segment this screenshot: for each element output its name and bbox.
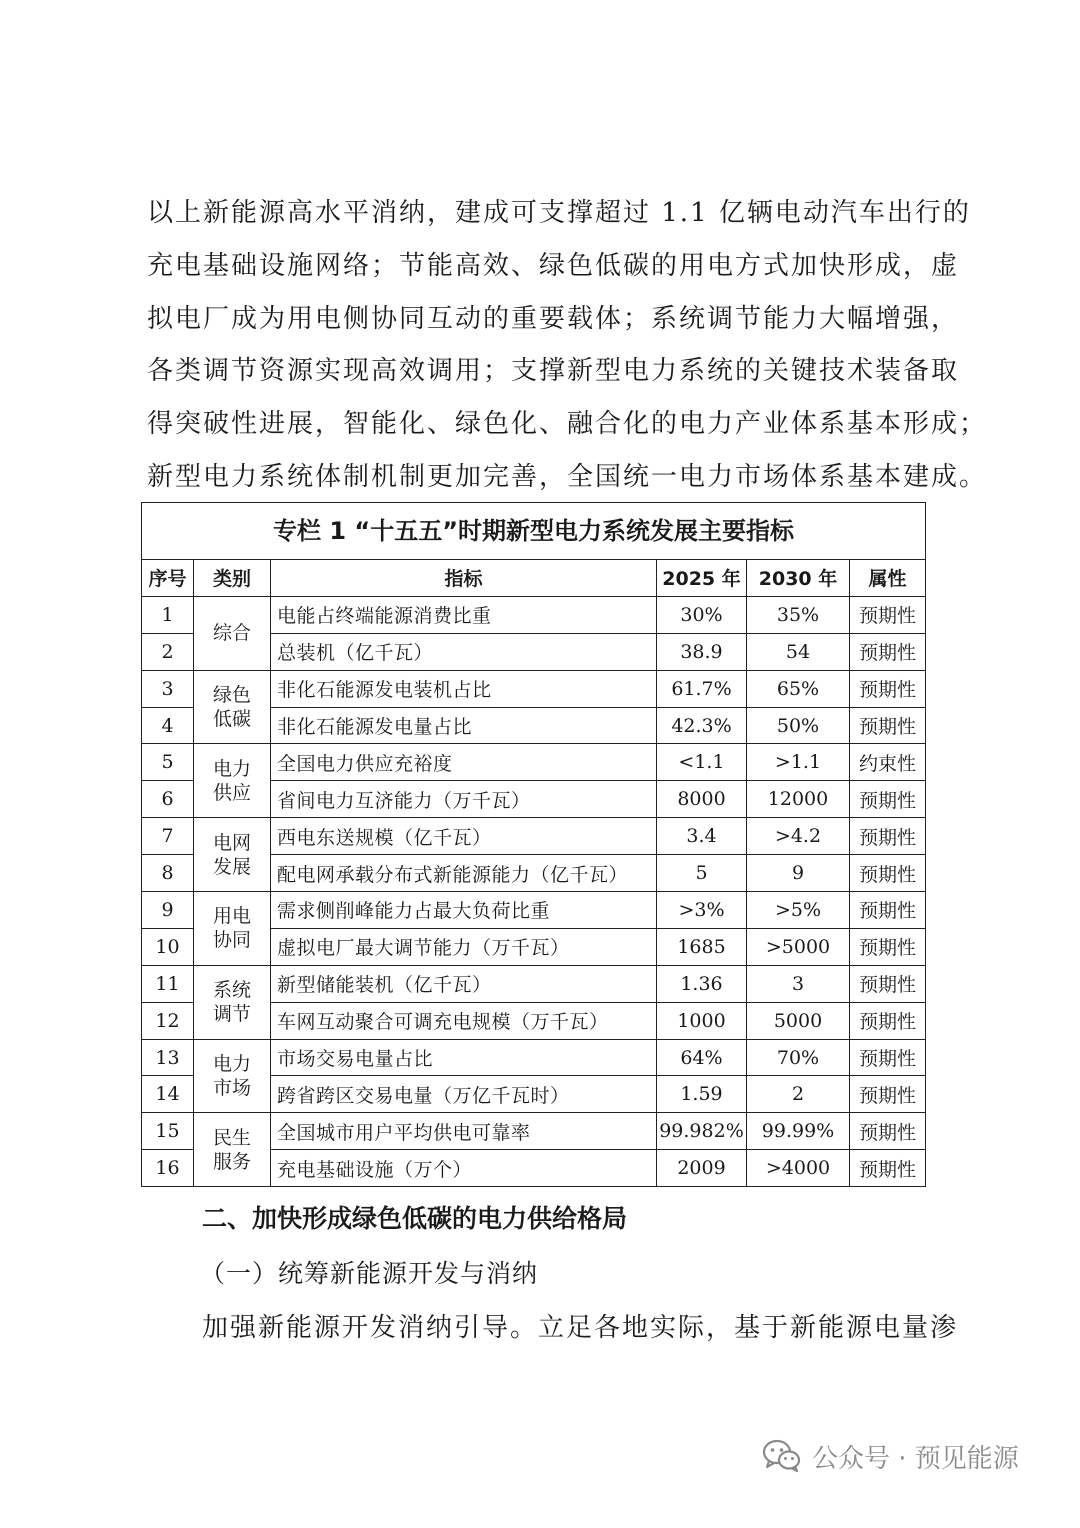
cell-category bbox=[194, 670, 271, 744]
category-label: 电力 bbox=[212, 1052, 251, 1075]
cell-indicator: 总装机（亿千瓦） bbox=[271, 633, 657, 670]
cell-2030: 54 bbox=[747, 633, 850, 670]
watermark-text: 公众号 · 预见能源 bbox=[812, 1443, 1019, 1474]
table-row bbox=[142, 670, 926, 707]
header-category: 类别 bbox=[194, 560, 271, 597]
cell-2030: 70% bbox=[747, 1039, 850, 1076]
cell-category bbox=[194, 596, 271, 670]
cell-seq: 6 bbox=[142, 781, 194, 818]
section-heading: 二、加快形成绿色低碳的电力供给格局 bbox=[202, 1204, 628, 1233]
table-row bbox=[142, 744, 926, 781]
category-label: 供应 bbox=[212, 781, 251, 804]
table-row bbox=[142, 965, 926, 1002]
cell-category bbox=[194, 744, 271, 818]
cell-seq: 13 bbox=[142, 1039, 194, 1076]
cell-2025: 5 bbox=[657, 855, 747, 892]
paragraph-line: 拟电厂成为用电侧协同互动的重要载体；系统调节能力大幅增强， bbox=[147, 303, 960, 334]
paragraph-line: 得突破性进展，智能化、绿色化、融合化的电力产业体系基本形成； bbox=[147, 409, 988, 440]
cell-seq: 12 bbox=[142, 1002, 194, 1039]
cell-seq: 9 bbox=[142, 892, 194, 929]
cell-indicator: 电能占终端能源消费比重 bbox=[271, 596, 657, 633]
category-label: 协同 bbox=[212, 929, 251, 952]
indicator-table bbox=[141, 502, 926, 1187]
table-row bbox=[142, 818, 926, 855]
cell-2025: 2009 bbox=[657, 1150, 747, 1187]
table-body bbox=[142, 596, 926, 1186]
cell-attribute: 预期性 bbox=[850, 596, 926, 633]
cell-indicator: 充电基础设施（万个） bbox=[271, 1150, 657, 1187]
cell-attribute: 预期性 bbox=[850, 818, 926, 855]
cell-2030: >4000 bbox=[747, 1150, 850, 1187]
cell-2025: 99.982% bbox=[657, 1113, 747, 1150]
cell-2025: 1685 bbox=[657, 928, 747, 965]
cell-2025: 1000 bbox=[657, 1002, 747, 1039]
cell-seq: 16 bbox=[142, 1150, 194, 1187]
cell-attribute: 预期性 bbox=[850, 707, 926, 744]
cell-2030: 50% bbox=[747, 707, 850, 744]
category-label: 用电 bbox=[212, 905, 251, 928]
cell-category bbox=[194, 1039, 271, 1113]
cell-2025: 64% bbox=[657, 1039, 747, 1076]
cell-seq: 2 bbox=[142, 633, 194, 670]
cell-2030: 5000 bbox=[747, 1002, 850, 1039]
cell-2030: 12000 bbox=[747, 781, 850, 818]
cell-indicator: 省间电力互济能力（万千瓦） bbox=[271, 781, 657, 818]
cell-seq: 11 bbox=[142, 965, 194, 1002]
header-seq: 序号 bbox=[142, 560, 194, 597]
cell-attribute: 预期性 bbox=[850, 670, 926, 707]
cell-indicator: 配电网承载分布式新能源能力（亿千瓦） bbox=[271, 855, 657, 892]
category-label: 综合 bbox=[212, 622, 251, 645]
cell-2030: >1.1 bbox=[747, 744, 850, 781]
cell-2030: >4.2 bbox=[747, 818, 850, 855]
cell-indicator: 西电东送规模（亿千瓦） bbox=[271, 818, 657, 855]
category-label: 市场 bbox=[212, 1076, 251, 1099]
cell-category bbox=[194, 818, 271, 892]
header-attribute: 属性 bbox=[850, 560, 926, 597]
cell-indicator: 车网互动聚合可调充电规模（万千瓦） bbox=[271, 1002, 657, 1039]
cell-2025: 30% bbox=[657, 596, 747, 633]
cell-2025: <1.1 bbox=[657, 744, 747, 781]
category-label: 发展 bbox=[212, 855, 251, 878]
cell-indicator: 新型储能装机（亿千瓦） bbox=[271, 965, 657, 1002]
cell-2025: 1.59 bbox=[657, 1076, 747, 1113]
cell-seq: 14 bbox=[142, 1076, 194, 1113]
cell-attribute: 预期性 bbox=[850, 1150, 926, 1187]
cell-seq: 3 bbox=[142, 670, 194, 707]
subsection-heading: （一）统筹新能源开发与消纳 bbox=[200, 1259, 539, 1288]
table-row bbox=[142, 1113, 926, 1150]
category-label: 低碳 bbox=[212, 708, 251, 731]
cell-seq: 5 bbox=[142, 744, 194, 781]
header-2025: 2025 年 bbox=[657, 560, 747, 597]
category-label: 电力 bbox=[212, 757, 251, 780]
cell-attribute: 预期性 bbox=[850, 1002, 926, 1039]
table-row bbox=[142, 1039, 926, 1076]
table-row bbox=[142, 892, 926, 929]
paragraph-line: 新型电力系统体制机制更加完善，全国统一电力市场体系基本建成。 bbox=[147, 461, 988, 492]
cell-2030: 99.99% bbox=[747, 1113, 850, 1150]
category-label: 服务 bbox=[212, 1150, 251, 1173]
cell-indicator: 市场交易电量占比 bbox=[271, 1039, 657, 1076]
cell-2025: 8000 bbox=[657, 781, 747, 818]
table-title: 专栏 1 “十五五”时期新型电力系统发展主要指标 bbox=[141, 502, 926, 559]
cell-category bbox=[194, 965, 271, 1039]
watermark bbox=[762, 1434, 1019, 1478]
header-indicator: 指标 bbox=[271, 560, 657, 597]
wechat-icon bbox=[762, 1439, 802, 1473]
cell-2025: 38.9 bbox=[657, 633, 747, 670]
paragraph-line: 各类调节资源实现高效调用；支撑新型电力系统的关键技术装备取 bbox=[147, 356, 960, 387]
cell-attribute: 预期性 bbox=[850, 1113, 926, 1150]
cell-category bbox=[194, 892, 271, 966]
table-header-row bbox=[142, 560, 926, 597]
category-label: 民生 bbox=[212, 1126, 251, 1149]
cell-seq: 1 bbox=[142, 596, 194, 633]
cell-2030: 65% bbox=[747, 670, 850, 707]
cell-attribute: 预期性 bbox=[850, 928, 926, 965]
cell-indicator: 跨省跨区交易电量（万亿千瓦时） bbox=[271, 1076, 657, 1113]
cell-2025: >3% bbox=[657, 892, 747, 929]
cell-2030: 2 bbox=[747, 1076, 850, 1113]
cell-attribute: 预期性 bbox=[850, 1039, 926, 1076]
category-label: 调节 bbox=[212, 1003, 251, 1026]
paragraph-line: 以上新能源高水平消纳，建成可支撑超过 1.1 亿辆电动汽车出行的 bbox=[147, 198, 971, 228]
cell-indicator: 非化石能源发电量占比 bbox=[271, 707, 657, 744]
header-2030: 2030 年 bbox=[747, 560, 850, 597]
cell-indicator: 非化石能源发电装机占比 bbox=[271, 670, 657, 707]
cell-seq: 15 bbox=[142, 1113, 194, 1150]
category-label: 绿色 bbox=[212, 684, 251, 707]
cell-2030: 9 bbox=[747, 855, 850, 892]
cell-indicator: 需求侧削峰能力占最大负荷比重 bbox=[271, 892, 657, 929]
cell-attribute: 约束性 bbox=[850, 744, 926, 781]
cell-2025: 1.36 bbox=[657, 965, 747, 1002]
cell-2030: 3 bbox=[747, 965, 850, 1002]
cell-2025: 3.4 bbox=[657, 818, 747, 855]
cell-attribute: 预期性 bbox=[850, 855, 926, 892]
cell-attribute: 预期性 bbox=[850, 892, 926, 929]
cell-2025: 42.3% bbox=[657, 707, 747, 744]
cell-seq: 7 bbox=[142, 818, 194, 855]
cell-2030: >5% bbox=[747, 892, 850, 929]
cell-indicator: 虚拟电厂最大调节能力（万千瓦） bbox=[271, 928, 657, 965]
cell-2025: 61.7% bbox=[657, 670, 747, 707]
cell-seq: 8 bbox=[142, 855, 194, 892]
cell-2030: >5000 bbox=[747, 928, 850, 965]
cell-category bbox=[194, 1113, 271, 1187]
paragraph-line: 充电基础设施网络；节能高效、绿色低碳的用电方式加快形成，虚 bbox=[147, 250, 960, 281]
cell-indicator: 全国电力供应充裕度 bbox=[271, 744, 657, 781]
cell-attribute: 预期性 bbox=[850, 965, 926, 1002]
cell-seq: 4 bbox=[142, 707, 194, 744]
category-label: 系统 bbox=[212, 979, 251, 1002]
cell-attribute: 预期性 bbox=[850, 633, 926, 670]
table-row bbox=[142, 596, 926, 633]
body-paragraph: 加强新能源开发消纳引导。立足各地实际，基于新能源电量渗 bbox=[202, 1313, 959, 1343]
cell-2030: 35% bbox=[747, 596, 850, 633]
cell-indicator: 全国城市用户平均供电可靠率 bbox=[271, 1113, 657, 1150]
cell-seq: 10 bbox=[142, 928, 194, 965]
category-label: 电网 bbox=[212, 831, 251, 854]
cell-attribute: 预期性 bbox=[850, 781, 926, 818]
intro-paragraph bbox=[147, 187, 988, 504]
cell-attribute: 预期性 bbox=[850, 1076, 926, 1113]
